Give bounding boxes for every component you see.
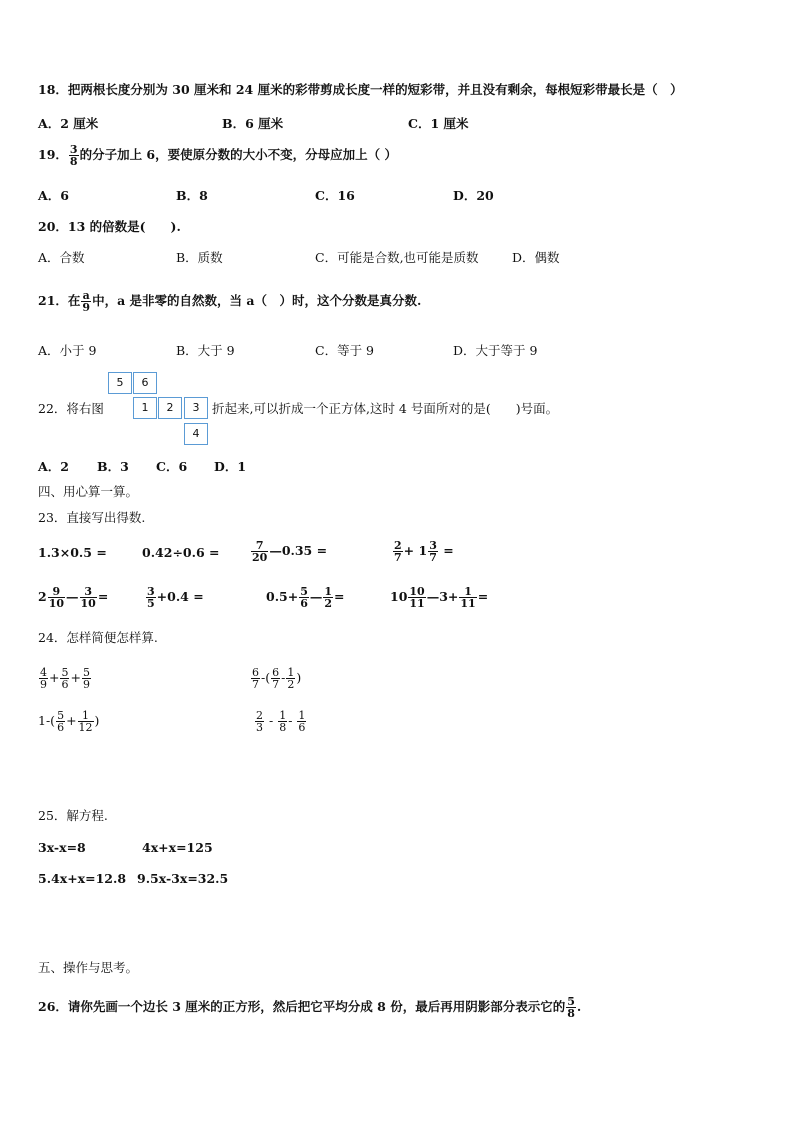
equation-item: 5.4x+x=12.8 [38, 871, 127, 886]
net-cell: 3 [184, 397, 208, 419]
fraction: $\frac{3}{8}$ [69, 143, 78, 168]
q21-option-c: C．等于 9 [315, 343, 374, 358]
section-heading: 五、操作与思考。 [38, 960, 139, 975]
q22-option-d: D．1 [214, 459, 247, 474]
q22-text: 折起来,可以折成一个正方体,这时 4 号面所对的是( )号面。 [212, 401, 559, 416]
expression-item: 1-( $\frac{5}{6}$ + $\frac{1}{12}$ ) [38, 709, 100, 734]
calc-item: 10 $\frac{10}{11}$ —3+ $\frac{1}{11}$ = [390, 585, 489, 610]
fraction: $\frac{a}{9}$ [82, 289, 91, 314]
q21-option-a: A．小于 9 [38, 343, 97, 358]
q21-text: 21．在 $\frac{a}{9}$ 中，a 是非零的自然数，当 a（ ）时，这个分数是真分数. [38, 289, 422, 314]
q25-title: 25．解方程. [38, 808, 108, 823]
q20-text: 20．13 的倍数是( ). [38, 219, 181, 234]
expression-item: $\frac{4}{9}$ + $\frac{5}{6}$ + $\frac{5}{9}$ [40, 666, 90, 691]
q20-option-b: B．质数 [176, 250, 223, 265]
equation-item: 4x+x=125 [142, 840, 213, 855]
calc-item: 2 $\frac{9}{10}$ — $\frac{3}{10}$ = [38, 585, 109, 610]
net-cell: 6 [133, 372, 157, 394]
equation-item: 9.5x-3x=32.5 [137, 871, 229, 886]
calc-item: $\frac{3}{5}$ +0.4 = [147, 585, 204, 610]
fraction: $\frac{5}{8}$ [567, 995, 575, 1020]
q18-text: 18．把两根长度分别为 30 厘米和 24 厘米的彩带剪成长度一样的短彩带，并且没有剩余，每根短彩带最长是（ ） [38, 82, 683, 97]
expression-item: $\frac{6}{7}$ -( $\frac{6}{7}$ - $\frac{1}{2}$ ) [252, 666, 302, 691]
net-cell: 4 [184, 423, 208, 445]
q22-option-a: A．2 [38, 459, 69, 474]
q22-option-c: C．6 [156, 459, 188, 474]
calc-item: $\frac{2}{7}$ + 1 $\frac{3}{7}$ = [394, 539, 454, 564]
q26-text: 26．请你先画一个边长 3 厘米的正方形，然后把它平均分成 8 份，最后再用阴影部分表示它的 $\frac{5}{8}$ . [38, 995, 582, 1020]
q20-option-c: C．可能是合数,也可能是质数 [315, 250, 479, 265]
calc-item: $\frac{7}{20}$ —0.35 = [252, 539, 328, 564]
q24-title: 24．怎样简便怎样算. [38, 630, 158, 645]
calc-item: 1.3×0.5 = [38, 545, 107, 560]
q20-option-d: D．偶数 [512, 250, 560, 265]
q21-option-d: D．大于等于 9 [453, 343, 538, 358]
equation-item: 3x-x=8 [38, 840, 86, 855]
q19-option-d: D．20 [453, 188, 494, 203]
expression-item: $\frac{2}{3}$ - $\frac{1}{8}$ - $\frac{1}{6}$ [256, 709, 306, 734]
section-heading: 四、用心算一算。 [38, 484, 139, 499]
q23-title: 23．直接写出得数. [38, 510, 146, 525]
q22-prefix: 22．将右图 [38, 401, 104, 416]
calc-item: 0.5+ $\frac{5}{6}$ — $\frac{1}{2}$ = [266, 585, 345, 610]
q19-option-b: B．8 [176, 188, 208, 203]
q18-option-b: B．6 厘米 [222, 116, 284, 131]
net-cell: 1 [133, 397, 157, 419]
calc-item: 0.42÷0.6 = [142, 545, 220, 560]
q18-option-a: A．2 厘米 [38, 116, 99, 131]
q19-option-c: C．16 [315, 188, 355, 203]
q22-option-b: B．3 [97, 459, 129, 474]
q19-option-a: A．6 [38, 188, 69, 203]
q21-option-b: B．大于 9 [176, 343, 235, 358]
net-cell: 2 [158, 397, 182, 419]
q19-text: 19． $\frac{3}{8}$ 的分子加上 6，要使原分数的大小不变，分母应加上（ ） [38, 143, 397, 168]
q20-option-a: A．合数 [38, 250, 85, 265]
net-cell: 5 [108, 372, 132, 394]
q18-option-c: C．1 厘米 [408, 116, 469, 131]
